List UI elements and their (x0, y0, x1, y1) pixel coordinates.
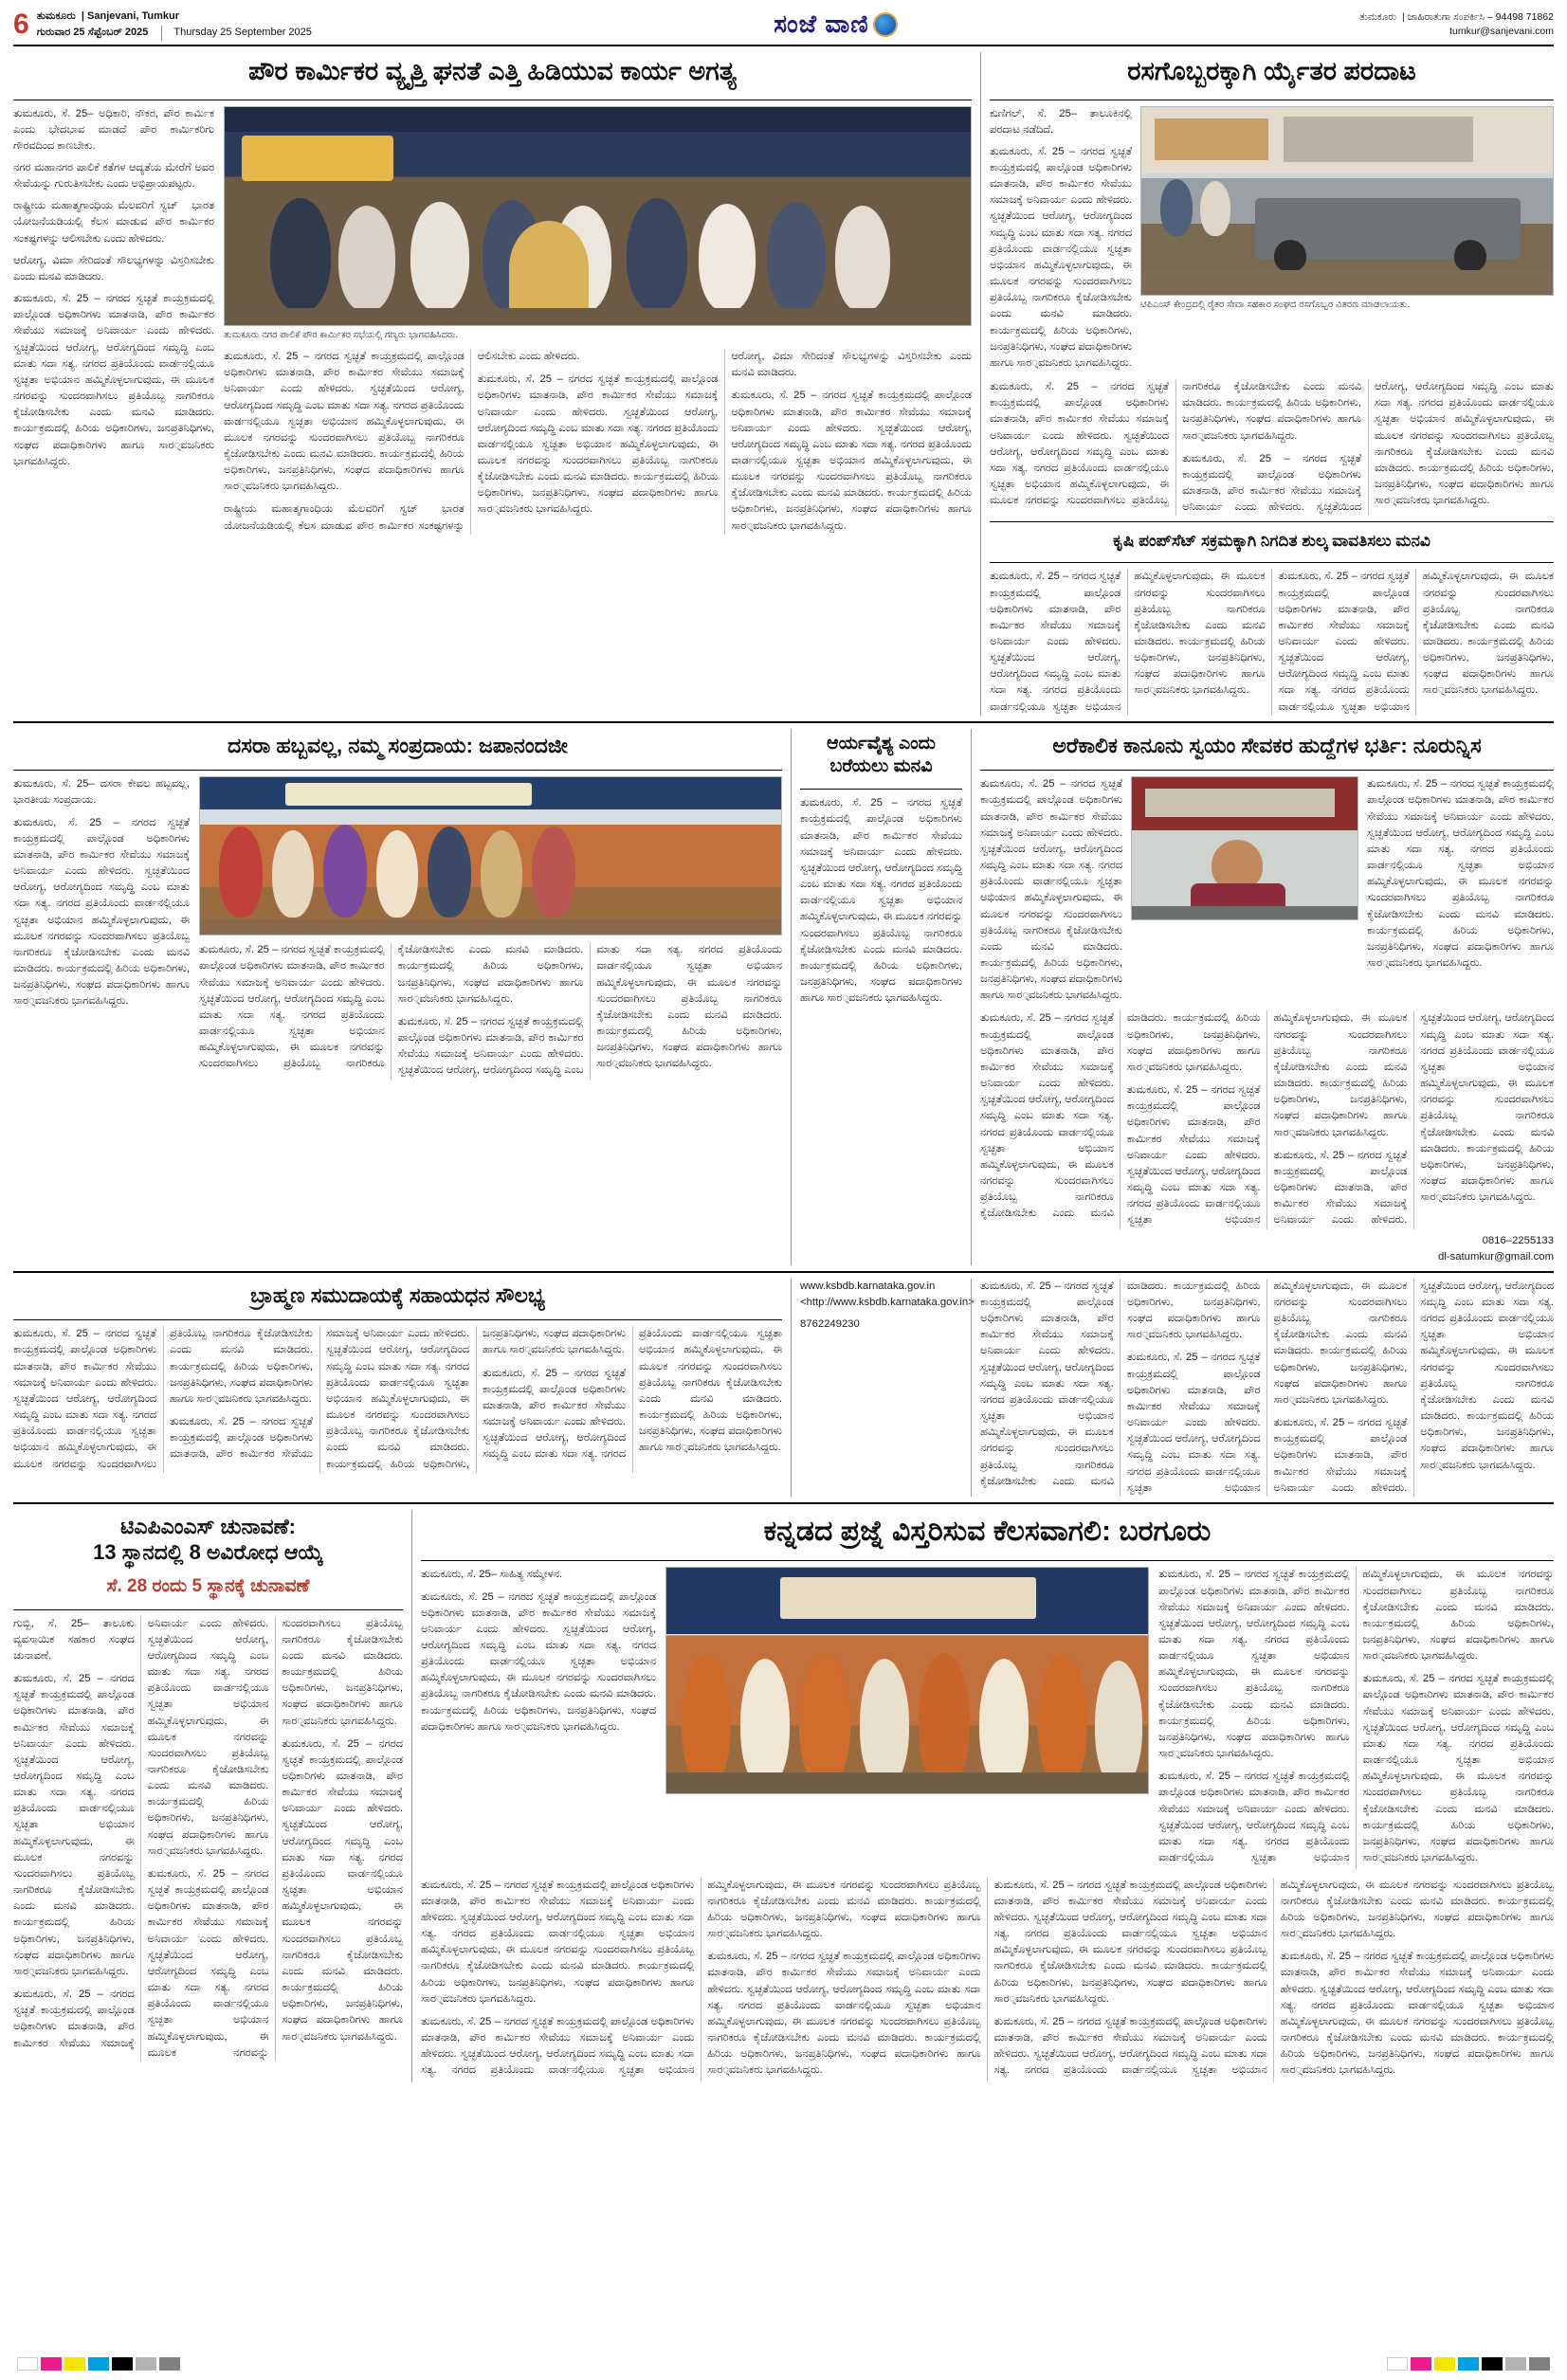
article-dasara (13, 729, 791, 1265)
a6-ov-p1: ತುಮಕೂರು, ಸೆ. 25 – ನಗರದ ಸ್ವಚ್ಛತೆ ಕಾಯ್ರಕ್ರಮದಲ್ಲಿ ಪಾಲ್ಗೊಂಡ ಅಧಿಕಾರಿಗಳು ಮಾತನಾಡಿ, ಪೌರ ಕಾರ್ಮಿಕರ ಸೇವೆಯು ಸಮಾಜಕ್ಕೆ ಅನಿವಾರ್ಯ ಎಂದು ಹೇಳಿದರು. ಸ್ವಚ್ಛತೆಯಿಂದ ಆರೋಗ್ಯ, ಆರೋಗ್ಯದಿಂದ ಸಮೃದ್ಧಿ ಎಂಬ ಮಾತು ಸದಾ ಸತ್ಯ. ನಗರದ ಪ್ರತಿಯೊಂದು ವಾರ್ಡನಲ್ಲಿಯೂ ಸ್ವಚ್ಛತಾ ಅಭಿಯಾನ ಹಮ್ಮಿಕೊಳ್ಳಲಾಗುವುದು, ಈ ಮೂಲಕ ನಗರವನ್ನು ಸುಂದರವಾಗಿಸಲು ಪ್ರತಿಯೊಬ್ಬ ನಾಗರಿಕರೂ ಕೈಜೋಡಿಸಬೇಕು ಎಂದು ಮನವಿ ಮಾಡಿದರು. ಕಾರ್ಯಕ್ರಮದಲ್ಲಿ ಹಿರಿಯ ಅಧಿಕಾರಿಗಳು, ಜನಪ್ರತಿನಿಧಿಗಳು, ಸಂಘದ ಪದಾಧಿಕಾರಿಗಳು ಹಾಗೂ ಸಾರ्ವಜನಿಕರು ಭಾಗವಹಿಸಿದ್ದರು. (1126, 1280, 1408, 1494)
a2-filler: ತುಮಕೂರು, ಸೆ. 25 – ನಗರದ ಸ್ವಚ್ಛತೆ ಕಾಯ್ರಕ್ರಮದಲ್ಲಿ ಪಾಲ್ಗೊಂಡ ಅಧಿಕಾರಿಗಳು ಮಾತನಾಡಿ, ಪೌರ ಕಾರ್ಮಿಕರ ಸೇವೆಯು ಸಮಾಜಕ್ಕೆ ಅನಿವಾರ್ಯ ಎಂದು ಹೇಳಿದರು. ಸ್ವಚ್ಛತೆಯಿಂದ ಆರೋಗ್ಯ, ಆರೋಗ್ಯದಿಂದ ಸಮೃದ್ಧಿ ಎಂಬ ಮಾತು ಸದಾ ಸತ್ಯ. ನಗರದ ಪ್ರತಿಯೊಂದು ವಾರ್ಡನಲ್ಲಿಯೂ ಸ್ವಚ್ಛತಾ ಅಭಿಯಾನ ಹಮ್ಮಿಕೊಳ್ಳಲಾಗುವುದು, ಈ ಮೂಲಕ ನಗರವನ್ನು ಸುಂದರವಾಗಿಸಲು ಪ್ರತಿಯೊಬ್ಬ ನಾಗರಿಕರೂ ಕೈಜೋಡಿಸಬೇಕು ಎಂದು ಮನವಿ ಮಾಡಿದರು. ಕಾರ್ಯಕ್ರಮದಲ್ಲಿ ಹಿರಿಯ ಅಧಿಕಾರಿಗಳು, ಜನಪ್ರತಿನಿಧಿಗಳು, ಸಂಘದ ಪದಾಧಿಕಾರಿಗಳು ಹಾಗೂ ಸಾರ्ವಜನಿಕರು ಭಾಗವಹಿಸಿದ್ದರು. (990, 145, 1132, 369)
a8-p3: ತುಮಕೂರು, ಸೆ. 25 – ನಗರದ ಸ್ವಚ್ಛತೆ ಕಾಯ್ರಕ್ರಮದಲ್ಲಿ ಪಾಲ್ಗೊಂಡ ಅಧಿಕಾರಿಗಳು ಮಾತನಾಡಿ, ಪೌರ ಕಾರ್ಮಿಕರ ಸೇವೆಯು ಸಮಾಜಕ್ಕೆ ಅನಿವಾರ್ಯ ಎಂದು ಹೇಳಿದರು. ಸ್ವಚ್ಛತೆಯಿಂದ ಆರೋಗ್ಯ, ಆರೋಗ್ಯದಿಂದ ಸಮೃದ್ಧಿ ಎಂಬ ಮಾತು ಸದಾ ಸತ್ಯ. ನಗರದ ಪ್ರತಿಯೊಂದು ವಾರ್ಡನಲ್ಲಿಯೂ ಸ್ವಚ್ಛತಾ ಅಭಿಯಾನ ಹಮ್ಮಿಕೊಳ್ಳಲಾಗುವುದು, ಈ ಮೂಲಕ ನಗರವನ್ನು ಸುಂದರವಾಗಿಸಲು ಪ್ರತಿಯೊಬ್ಬ ನಾಗರಿಕರೂ ಕೈಜೋಡಿಸಬೇಕು ಎಂದು ಮನವಿ ಮಾಡಿದರು. ಕಾರ್ಯಕ್ರಮದಲ್ಲಿ ಹಿರಿಯ ಅಧಿಕಾರಿಗಳು, ಜನಪ್ರತಿನಿಧಿಗಳು, ಸಂಘದ ಪದಾಧಿಕಾರಿಗಳು ಹಾಗೂ ಸಾರ्ವಜನಿಕರು ಭಾಗವಹಿಸಿದ್ದರು. (993, 1879, 1267, 2005)
edition-en: Sanjevani, Tumkur (87, 10, 180, 22)
masthead-contact: ತುಮಕೂರು | ಜಾಹಿರಾತುಗಾ ಸಂಪರ್ಕಿಸಿ – 94498 71862 tumkur@sanjevani.com (1359, 10, 1554, 41)
colorbar-left (17, 2357, 180, 2371)
a5-lead: ತುಮಕೂರು, ಸೆ. 25 – ನಗರದ ಸ್ವಚ್ಛತೆ ಕಾಯ್ರಕ್ರಮದಲ್ಲಿ ಪಾಲ್ಗೊಂಡ ಅಧಿಕಾರಿಗಳು ಮಾತನಾಡಿ, ಪೌರ ಕಾರ್ಮಿಕರ ಸೇವೆಯು ಸಮಾಜಕ್ಕೆ ಅನಿವಾರ್ಯ ಎಂದು ಹೇಳಿದರು. ಸ್ವಚ್ಛತೆಯಿಂದ ಆರೋಗ್ಯ, ಆರೋಗ್ಯದಿಂದ ಸಮೃದ್ಧಿ ಎಂಬ ಮಾತು ಸದಾ ಸತ್ಯ. ನಗರದ ಪ್ರತಿಯೊಂದು ವಾರ್ಡನಲ್ಲಿಯೂ ಸ್ವಚ್ಛತಾ ಅಭಿಯಾನ ಹಮ್ಮಿಕೊಳ್ಳಲಾಗುವುದು, ಈ ಮೂಲಕ ನಗರವನ್ನು ಸುಂದರವಾಗಿಸಲು ಪ್ರತಿಯೊಬ್ಬ ನಾಗರಿಕರೂ ಕೈಜೋಡಿಸಬೇಕು ಎಂದು ಮನವಿ ಮಾಡಿದರು. ಕಾರ್ಯಕ್ರಮದಲ್ಲಿ ಹಿರಿಯ ಅಧಿಕಾರಿಗಳು, ಜನಪ್ರತಿನಿಧಿಗಳು, ಸಂಘದ ಪದಾಧಿಕಾರಿಗಳು ಹಾಗೂ ಸಾರ्ವಜನಿಕರು ಭಾಗವಹಿಸಿದ್ದರು. (980, 778, 1122, 1002)
a4-body: ತುಮಕೂರು, ಸೆ. 25 – ನಗರದ ಸ್ವಚ್ಛತೆ ಕಾಯ್ರಕ್ರಮದಲ್ಲಿ ಪಾಲ್ಗೊಂಡ ಅಧಿಕಾರಿಗಳು ಮಾತನಾಡಿ, ಪೌರ ಕಾರ್ಮಿಕರ ಸೇವೆಯು ಸಮಾಜಕ್ಕೆ ಅನಿವಾರ್ಯ ಎಂದು ಹೇಳಿದರು. ಸ್ವಚ್ಛತೆಯಿಂದ ಆರೋಗ್ಯ, ಆರೋಗ್ಯದಿಂದ ಸಮೃದ್ಧಿ ಎಂಬ ಮಾತು ಸದಾ ಸತ್ಯ. ನಗರದ ಪ್ರತಿಯೊಂದು ವಾರ್ಡನಲ್ಲಿಯೂ ಸ್ವಚ್ಛತಾ ಅಭಿಯಾನ ಹಮ್ಮಿಕೊಳ್ಳಲಾಗುವುದು, ಈ ಮೂಲಕ ನಗರವನ್ನು ಸುಂದರವಾಗಿಸಲು ಪ್ರತಿಯೊಬ್ಬ ನಾಗರಿಕರೂ ಕೈಜೋಡಿಸಬೇಕು ಎಂದು ಮನವಿ ಮಾಡಿದರು. ಕಾರ್ಯಕ್ರಮದಲ್ಲಿ ಹಿರಿಯ ಅಧಿಕಾರಿಗಳು, ಜನಪ್ರತಿನಿಧಿಗಳು, ಸಂಘದ ಪದಾಧಿಕಾರಿಗಳು ಹಾಗೂ ಸಾರ्ವಜನಿಕರು ಭಾಗವಹಿಸಿದ್ದರು. (800, 797, 962, 1005)
a8-r-p1: ತುಮಕೂರು, ಸೆ. 25 – ನಗರದ ಸ್ವಚ್ಛತೆ ಕಾಯ್ರಕ್ರಮದಲ್ಲಿ ಪಾಲ್ಗೊಂಡ ಅಧಿಕಾರಿಗಳು ಮಾತನಾಡಿ, ಪೌರ ಕಾರ್ಮಿಕರ ಸೇವೆಯು ಸಮಾಜಕ್ಕೆ ಅನಿವಾರ್ಯ ಎಂದು ಹೇಳಿದರು. ಸ್ವಚ್ಛತೆಯಿಂದ ಆರೋಗ್ಯ, ಆರೋಗ್ಯದಿಂದ ಸಮೃದ್ಧಿ ಎಂಬ ಮಾತು ಸದಾ ಸತ್ಯ. ನಗರದ ಪ್ರತಿಯೊಂದು ವಾರ್ಡನಲ್ಲಿಯೂ ಸ್ವಚ್ಛತಾ ಅಭಿಯಾನ ಹಮ್ಮಿಕೊಳ್ಳಲಾಗುವುದು, ಈ ಮೂಲಕ ನಗರವನ್ನು ಸುಂದರವಾಗಿಸಲು ಪ್ರತಿಯೊಬ್ಬ ನಾಗರಿಕರೂ ಕೈಜೋಡಿಸಬೇಕು ಎಂದು ಮನವಿ ಮಾಡಿದರು. ಕಾರ್ಯಕ್ರಮದಲ್ಲಿ ಹಿರಿಯ ಅಧಿಕಾರಿಗಳು, ಜನಪ್ರತಿನಿಧಿಗಳು, ಸಂಘದ ಪದಾಧಿಕಾರಿಗಳು ಹಾಗೂ ಸಾರ्ವಜನಿಕರು ಭಾಗವಹಿಸಿದ್ದರು. (1158, 1569, 1554, 1863)
logo-text-left: ಸಂಜೆ ವಾಣಿ (774, 9, 869, 39)
headline-a1: ಪೌರ ಕಾರ್ಮಿಕರ ವ್ಯೃತ್ತಿ ಘನತೆ ಎತ್ತಿ ಹಿಡಿಯುವ ಕಾರ್ಯ ಅಗತ್ಯ (248, 56, 737, 85)
a2-sub-p0: ತುಮಕೂರು, ಸೆ. 25 – ನಗರದ ಸ್ವಚ್ಛತೆ ಕಾಯ್ರಕ್ರಮದಲ್ಲಿ ಪಾಲ್ಗೊಂಡ ಅಧಿಕಾರಿಗಳು ಮಾತನಾಡಿ, ಪೌರ ಕಾರ್ಮಿಕರ ಸೇವೆಯು ಸಮಾಜಕ್ಕೆ ಅನಿವಾರ್ಯ ಎಂದು ಹೇಳಿದರು. ಸ್ವಚ್ಛತೆಯಿಂದ ಆರೋಗ್ಯ, ಆರೋಗ್ಯದಿಂದ ಸಮೃದ್ಧಿ ಎಂಬ ಮಾತು ಸದಾ ಸತ್ಯ. ನಗರದ ಪ್ರತಿಯೊಂದು ವಾರ್ಡನಲ್ಲಿಯೂ ಸ್ವಚ್ಛತಾ ಅಭಿಯಾನ ಹಮ್ಮಿಕೊಳ್ಳಲಾಗುವುದು, ಈ ಮೂಲಕ ನಗರವನ್ನು ಸುಂದರವಾಗಿಸಲು ಪ್ರತಿಯೊಬ್ಬ ನಾಗರಿಕರೂ ಕೈಜೋಡಿಸಬೇಕು ಎಂದು ಮನವಿ ಮಾಡಿದರು. ಕಾರ್ಯಕ್ರಮದಲ್ಲಿ ಹಿರಿಯ ಅಧಿಕಾರಿಗಳು, ಜನಪ್ರತಿನಿಧಿಗಳು, ಸಂಘದ ಪದಾಧಿಕಾರಿಗಳು ಹಾಗೂ ಸಾರ्ವಜನಿಕರು ಭಾಗವಹಿಸಿದ್ದರು. (990, 571, 1266, 713)
a8-p4: ತುಮಕೂರು, ಸೆ. 25 – ನಗರದ ಸ್ವಚ್ಛತೆ ಕಾಯ್ರಕ್ರಮದಲ್ಲಿ ಪಾಲ್ಗೊಂಡ ಅಧಿಕಾರಿಗಳು ಮಾತನಾಡಿ, ಪೌರ ಕಾರ್ಮಿಕರ ಸೇವೆಯು ಸಮಾಜಕ್ಕೆ ಅನಿವಾರ್ಯ ಎಂದು ಹೇಳಿದರು. ಸ್ವಚ್ಛತೆಯಿಂದ ಆರೋಗ್ಯ, ಆರೋಗ್ಯದಿಂದ ಸಮೃದ್ಧಿ ಎಂಬ ಮಾತು ಸದಾ ಸತ್ಯ. ನಗರದ ಪ್ರತಿಯೊಂದು ವಾರ್ಡನಲ್ಲಿಯೂ ಸ್ವಚ್ಛತಾ ಅಭಿಯಾನ ಹಮ್ಮಿಕೊಳ್ಳಲಾಗುವುದು, ಈ ಮೂಲಕ ನಗರವನ್ನು ಸುಂದರವಾಗಿಸಲು ಪ್ರತಿಯೊಬ್ಬ ನಾಗರಿಕರೂ ಕೈಜೋಡಿಸಬೇಕು ಎಂದು ಮನವಿ ಮಾಡಿದರು. ಕಾರ್ಯಕ್ರಮದಲ್ಲಿ ಹಿರಿಯ ಅಧಿಕಾರಿಗಳು, ಜನಪ್ರತಿನಿಧಿಗಳು, ಸಂಘದ ಪದಾಧಿಕಾರಿಗಳು ಹಾಗೂ ಸಾರ्ವಜನಿಕರು ಭಾಗವಹಿಸಿದ್ದರು. (993, 1879, 1554, 2077)
a7-body-cols (13, 1616, 403, 2062)
headline-a6: ಬ್ರಾಹ್ಮಣ ಸಮುದಾಯಕ್ಕೆ ಸಹಾಯಧನ ಸೌಲಭ್ಯ (250, 1282, 545, 1307)
subheadline-a7: ಸೆ. 28 ರಂದು 5 ಸ್ಥಾನಕ್ಕೆ ಚುನಾವಣೆ (106, 1575, 310, 1596)
a8-p0: ತುಮಕೂರು, ಸೆ. 25 – ನಗರದ ಸ್ವಚ್ಛತೆ ಕಾಯ್ರಕ್ರಮದಲ್ಲಿ ಪಾಲ್ಗೊಂಡ ಅಧಿಕಾರಿಗಳು ಮಾತನಾಡಿ, ಪೌರ ಕಾರ್ಮಿಕರ ಸೇವೆಯು ಸಮಾಜಕ್ಕೆ ಅನಿವಾರ್ಯ ಎಂದು ಹೇಳಿದರು. ಸ್ವಚ್ಛತೆಯಿಂದ ಆರೋಗ್ಯ, ಆರೋಗ್ಯದಿಂದ ಸಮೃದ್ಧಿ ಎಂಬ ಮಾತು ಸದಾ ಸತ್ಯ. ನಗರದ ಪ್ರತಿಯೊಂದು ವಾರ್ಡನಲ್ಲಿಯೂ ಸ್ವಚ್ಛತಾ ಅಭಿಯಾನ ಹಮ್ಮಿಕೊಳ್ಳಲಾಗುವುದು, ಈ ಮೂಲಕ ನಗರವನ್ನು ಸುಂದರವಾಗಿಸಲು ಪ್ರತಿಯೊಬ್ಬ ನಾಗರಿಕರೂ ಕೈಜೋಡಿಸಬೇಕು ಎಂದು ಮನವಿ ಮಾಡಿದರು. ಕಾರ್ಯಕ್ರಮದಲ್ಲಿ ಹಿರಿಯ ಅಧಿಕಾರಿಗಳು, ಜನಪ್ರತಿನಿಧಿಗಳು, ಸಂಘದ ಪದಾಧಿಕಾರಿಗಳು ಹಾಗೂ ಸಾರ्ವಜನಿಕರು ಭಾಗವಹಿಸಿದ್ದರು. (421, 1879, 695, 2005)
a6-ov-p0: ತುಮಕೂರು, ಸೆ. 25 – ನಗರದ ಸ್ವಚ್ಛತೆ ಕಾಯ್ರಕ್ರಮದಲ್ಲಿ ಪಾಲ್ಗೊಂಡ ಅಧಿಕಾರಿಗಳು ಮಾತನಾಡಿ, ಪೌರ ಕಾರ್ಮಿಕರ ಸೇವೆಯು ಸಮಾಜಕ್ಕೆ ಅನಿವಾರ್ಯ ಎಂದು ಹೇಳಿದರು. ಸ್ವಚ್ಛತೆಯಿಂದ ಆರೋಗ್ಯ, ಆರೋಗ್ಯದಿಂದ ಸಮೃದ್ಧಿ ಎಂಬ ಮಾತು ಸದಾ ಸತ್ಯ. ನಗರದ ಪ್ರತಿಯೊಂದು ವಾರ್ಡನಲ್ಲಿಯೂ ಸ್ವಚ್ಛತಾ ಅಭಿಯಾನ ಹಮ್ಮಿಕೊಳ್ಳಲಾಗುವುದು, ಈ ಮೂಲಕ ನಗರವನ್ನು ಸುಂದರವಾಗಿಸಲು ಪ್ರತಿಯೊಬ್ಬ ನಾಗರಿಕರೂ ಕೈಜೋಡಿಸಬೇಕು ಎಂದು ಮನವಿ ಮಾಡಿದರು. ಕಾರ್ಯಕ್ರಮದಲ್ಲಿ ಹಿರಿಯ ಅಧಿಕಾರಿಗಳು, ಜನಪ್ರತಿನಿಧಿಗಳು, ಸಂಘದ ಪದಾಧಿಕಾರಿಗಳು ಹಾಗೂ ಸಾರ्ವಜನಿಕರು ಭಾಗವಹಿಸಿದ್ದರು. (980, 1280, 1261, 1487)
a6-ov-p2: ತುಮಕೂರು, ಸೆ. 25 – ನಗರದ ಸ್ವಚ್ಛತೆ ಕಾಯ್ರಕ್ರಮದಲ್ಲಿ ಪಾಲ್ಗೊಂಡ ಅಧಿಕಾರಿಗಳು ಮಾತನಾಡಿ, ಪೌರ ಕಾರ್ಮಿಕರ ಸೇವೆಯು ಸಮಾಜಕ್ಕೆ ಅನಿವಾರ್ಯ ಎಂದು ಹೇಳಿದರು. ಸ್ವಚ್ಛತೆಯಿಂದ ಆರೋಗ್ಯ, ಆರೋಗ್ಯದಿಂದ ಸಮೃದ್ಧಿ ಎಂಬ ಮಾತು ಸದಾ ಸತ್ಯ. ನಗರದ ಪ್ರತಿಯೊಂದು ವಾರ್ಡನಲ್ಲಿಯೂ ಸ್ವಚ್ಛತಾ ಅಭಿಯಾನ ಹಮ್ಮಿಕೊಳ್ಳಲಾಗುವುದು, ಈ ಮೂಲಕ ನಗರವನ್ನು ಸುಂದರವಾಗಿಸಲು ಪ್ರತಿಯೊಬ್ಬ ನಾಗರಿಕರೂ ಕೈಜೋಡಿಸಬೇಕು ಎಂದು ಮನವಿ ಮಾಡಿದರು. ಕಾರ್ಯಕ್ರಮದಲ್ಲಿ ಹಿರಿಯ ಅಧಿಕಾರಿಗಳು, ಜನಪ್ರತಿನಿಧಿಗಳು, ಸಂಘದ ಪದಾಧಿಕಾರಿಗಳು ಹಾಗೂ ಸಾರ्ವಜನಿಕರು ಭಾಗವಹಿಸಿದ್ದರು. (1273, 1280, 1554, 1494)
contact-city: ತುಮಕೂರು (1358, 10, 1397, 23)
photo-a8 (665, 1567, 1149, 1794)
row-brahmana (13, 1279, 1554, 1497)
article-tapcms (13, 1510, 411, 2082)
headline-a8: ಕನ್ನಡದ ಪ್ರಜ್ನೆ ವಿಸ್ತರಿಸುವ ಕೆಲಸವಾಗಲಿ: ಬರಗೂರು (763, 1515, 1212, 1547)
colorbar-right (1387, 2357, 1550, 2371)
photo-a3 (199, 776, 782, 936)
headline-a4: ಆರ್ಯವೈಶ್ಯ ಎಂದು ಬರೆಯಲು ಮನವಿ (827, 733, 936, 776)
date-kn: ಗುರುವಾರ 25 ಸೆಪ್ಟೆಂಬರ್ 2025 (36, 27, 149, 39)
a3-col-p0: ತುಮಕೂರು, ಸೆ. 25 – ನಗರದ ಸ್ವಚ್ಛತೆ ಕಾಯ್ರಕ್ರಮದಲ್ಲಿ ಪಾಲ್ಗೊಂಡ ಅಧಿಕಾರಿಗಳು ಮಾತನಾಡಿ, ಪೌರ ಕಾರ್ಮಿಕರ ಸೇವೆಯು ಸಮಾಜಕ್ಕೆ ಅನಿವಾರ್ಯ ಎಂದು ಹೇಳಿದರು. ಸ್ವಚ್ಛತೆಯಿಂದ ಆರೋಗ್ಯ, ಆರೋಗ್ಯದಿಂದ ಸಮೃದ್ಧಿ ಎಂಬ ಮಾತು ಸದಾ ಸತ್ಯ. ನಗರದ ಪ್ರತಿಯೊಂದು ವಾರ್ಡನಲ್ಲಿಯೂ ಸ್ವಚ್ಛತಾ ಅಭಿಯಾನ ಹಮ್ಮಿಕೊಳ್ಳಲಾಗುವುದು, ಈ ಮೂಲಕ ನಗರವನ್ನು ಸುಂದರವಾಗಿಸಲು ಪ್ರತಿಯೊಬ್ಬ ನಾಗರಿಕರೂ ಕೈಜೋಡಿಸಬೇಕು ಎಂದು ಮನವಿ ಮಾಡಿದರು. ಕಾರ್ಯಕ್ರಮದಲ್ಲಿ ಹಿರಿಯ ಅಧಿಕಾರಿಗಳು, ಜನಪ್ರತಿನಿಧಿಗಳು, ಸಂಘದ ಪದಾಧಿಕಾರಿಗಳು ಹಾಗೂ ಸಾರ्ವಜನಿಕರು ಭಾಗವಹಿಸಿದ್ದರು. (199, 944, 584, 1070)
edition-kn: ತುಮಕೂರು (36, 10, 76, 22)
headline-a3: ದಸರಾ ಹಬ್ಬವಲ್ಲ, ನಮ್ಮ ಸಂಪ್ರದಾಯ: ಜಪಾನಂದಜೀ (228, 733, 568, 757)
headline-a7-l1: ಟಿಎಪಿಎಂಎಸ್ ಚುನಾವಣೆ: (120, 1514, 296, 1538)
caption-a2: ಟಿಪಿಎಂಸ್ ಕೇಂದ್ರದಲ್ಲಿ ರೈತರ ಸೇವಾ ಸಹಕಾರ ಸಂಘದ ರಸಗೊಬ್ಬರ ವಿತರಣ ಮಾಡಲಾಯತು. (1140, 299, 1411, 310)
article-rasagobbara (980, 52, 1554, 716)
a2-col-p0: ತುಮಕೂರು, ಸೆ. 25 – ನಗರದ ಸ್ವಚ್ಛತೆ ಕಾಯ್ರಕ್ರಮದಲ್ಲಿ ಪಾಲ್ಗೊಂಡ ಅಧಿಕಾರಿಗಳು ಮಾತನಾಡಿ, ಪೌರ ಕಾರ್ಮಿಕರ ಸೇವೆಯು ಸಮಾಜಕ್ಕೆ ಅನಿವಾರ್ಯ ಎಂದು ಹೇಳಿದರು. ಸ್ವಚ್ಛತೆಯಿಂದ ಆರೋಗ್ಯ, ಆರೋಗ್ಯದಿಂದ ಸಮೃದ್ಧಿ ಎಂಬ ಮಾತು ಸದಾ ಸತ್ಯ. ನಗರದ ಪ್ರತಿಯೊಂದು ವಾರ್ಡನಲ್ಲಿಯೂ ಸ್ವಚ್ಛತಾ ಅಭಿಯಾನ ಹಮ್ಮಿಕೊಳ್ಳಲಾಗುವುದು, ಈ ಮೂಲಕ ನಗರವನ್ನು ಸುಂದರವಾಗಿಸಲು ಪ್ರತಿಯೊಬ್ಬ ನಾಗರಿಕರೂ ಕೈಜೋಡಿಸಬೇಕು ಎಂದು ಮನವಿ ಮಾಡಿದರು. ಕಾರ್ಯಕ್ರಮದಲ್ಲಿ ಹಿರಿಯ ಅಧಿಕಾರಿಗಳು, ಜನಪ್ರತಿನಿಧಿಗಳು, ಸಂಘದ ಪದಾಧಿಕಾರಿಗಳು ಹಾಗೂ ಸಾರ्ವಜನಿಕರು ಭಾಗವಹಿಸಿದ್ದರು. (990, 381, 1361, 507)
a8-lead: ತುಮಕೂರು, ಸೆ. 25– ಸಾಹಿತ್ಯ ಸಮ್ಮೇಳನ. (421, 1569, 563, 1581)
a6-website-full[interactable]: <http://www.ksbdb.karnataka.gov.in> (800, 1296, 975, 1308)
a8-p5: ತುಮಕೂರು, ಸೆ. 25 – ನಗರದ ಸ್ವಚ್ಛತೆ ಕಾಯ್ರಕ್ರಮದಲ್ಲಿ ಪಾಲ್ಗೊಂಡ ಅಧಿಕಾರಿಗಳು ಮಾತನಾಡಿ, ಪೌರ ಕಾರ್ಮಿಕರ ಸೇವೆಯು ಸಮಾಜಕ್ಕೆ ಅನಿವಾರ್ಯ ಎಂದು ಹೇಳಿದರು. ಸ್ವಚ್ಛತೆಯಿಂದ ಆರೋಗ್ಯ, ಆರೋಗ್ಯದಿಂದ ಸಮೃದ್ಧಿ ಎಂಬ ಮಾತು ಸದಾ ಸತ್ಯ. ನಗರದ ಪ್ರತಿಯೊಂದು ವಾರ್ಡನಲ್ಲಿಯೂ ಸ್ವಚ್ಛತಾ ಅಭಿಯಾನ ಹಮ್ಮಿಕೊಳ್ಳಲಾಗುವುದು, ಈ ಮೂಲಕ ನಗರವನ್ನು ಸುಂದರವಾಗಿಸಲು ಪ್ರತಿಯೊಬ್ಬ ನಾಗರಿಕರೂ ಕೈಜೋಡಿಸಬೇಕು ಎಂದು ಮನವಿ ಮಾಡಿದರು. ಕಾರ್ಯಕ್ರಮದಲ್ಲಿ ಹಿರಿಯ ಅಧಿಕಾರಿಗಳು, ಜನಪ್ರತಿನಿಧಿಗಳು, ಸಂಘದ ಪದಾಧಿಕಾರಿಗಳು ಹಾಗೂ ಸಾರ्ವಜನಿಕರು ಭಾಗವಹಿಸಿದ್ದರು. (1280, 1951, 1554, 2077)
a6-body-cols (13, 1326, 782, 1472)
a8-r-p0: ತುಮಕೂರು, ಸೆ. 25 – ನಗರದ ಸ್ವಚ್ಛತೆ ಕಾಯ್ರಕ್ರಮದಲ್ಲಿ ಪಾಲ್ಗೊಂಡ ಅಧಿಕಾರಿಗಳು ಮಾತನಾಡಿ, ಪೌರ ಕಾರ್ಮಿಕರ ಸೇವೆಯು ಸಮಾಜಕ್ಕೆ ಅನಿವಾರ್ಯ ಎಂದು ಹೇಳಿದರು. ಸ್ವಚ್ಛತೆಯಿಂದ ಆರೋಗ್ಯ, ಆರೋಗ್ಯದಿಂದ ಸಮೃದ್ಧಿ ಎಂಬ ಮಾತು ಸದಾ ಸತ್ಯ. ನಗರದ ಪ್ರತಿಯೊಂದು ವಾರ್ಡನಲ್ಲಿಯೂ ಸ್ವಚ್ಛತಾ ಅಭಿಯಾನ ಹಮ್ಮಿಕೊಳ್ಳಲಾಗುವುದು, ಈ ಮೂಲಕ ನಗರವನ್ನು ಸುಂದರವಾಗಿಸಲು ಪ್ರತಿಯೊಬ್ಬ ನಾಗರಿಕರೂ ಕೈಜೋಡಿಸಬೇಕು ಎಂದು ಮನವಿ ಮಾಡಿದರು. ಕಾರ್ಯಕ್ರಮದಲ್ಲಿ ಹಿರಿಯ ಅಧಿಕಾರಿಗಳು, ಜನಪ್ರತಿನಿಧಿಗಳು, ಸಂಘದ ಪದಾಧಿಕಾರಿಗಳು ಹಾಗೂ ಸಾರ्ವಜನಿಕರು ಭಾಗವಹಿಸಿದ್ದರು. (1158, 1569, 1350, 1760)
a5-col-p0: ತುಮಕೂರು, ಸೆ. 25 – ನಗರದ ಸ್ವಚ್ಛತೆ ಕಾಯ್ರಕ್ರಮದಲ್ಲಿ ಪಾಲ್ಗೊಂಡ ಅಧಿಕಾರಿಗಳು ಮಾತನಾಡಿ, ಪೌರ ಕಾರ್ಮಿಕರ ಸೇವೆಯು ಸಮಾಜಕ್ಕೆ ಅನಿವಾರ್ಯ ಎಂದು ಹೇಳಿದರು. ಸ್ವಚ್ಛತೆಯಿಂದ ಆರೋಗ್ಯ, ಆರೋಗ್ಯದಿಂದ ಸಮೃದ್ಧಿ ಎಂಬ ಮಾತು ಸದಾ ಸತ್ಯ. ನಗರದ ಪ್ರತಿಯೊಂದು ವಾರ್ಡನಲ್ಲಿಯೂ ಸ್ವಚ್ಛತಾ ಅಭಿಯಾನ ಹಮ್ಮಿಕೊಳ್ಳಲಾಗುವುದು, ಈ ಮೂಲಕ ನಗರವನ್ನು ಸುಂದರವಾಗಿಸಲು ಪ್ರತಿಯೊಬ್ಬ ನಾಗರಿಕರೂ ಕೈಜೋಡಿಸಬೇಕು ಎಂದು ಮನವಿ ಮಾಡಿದರು. ಕಾರ್ಯಕ್ರಮದಲ್ಲಿ ಹಿರಿಯ ಅಧಿಕಾರಿಗಳು, ಜನಪ್ರತಿನಿಧಿಗಳು, ಸಂಘದ ಪದಾಧಿಕಾರಿಗಳು ಹಾಗೂ ಸಾರ्ವಜನಿಕರು ಭಾಗವಹಿಸಿದ್ದರು. (980, 1012, 1261, 1220)
a3-filler: ತುಮಕೂರು, ಸೆ. 25 – ನಗರದ ಸ್ವಚ್ಛತೆ ಕಾಯ್ರಕ್ರಮದಲ್ಲಿ ಪಾಲ್ಗೊಂಡ ಅಧಿಕಾರಿಗಳು ಮಾತನಾಡಿ, ಪೌರ ಕಾರ್ಮಿಕರ ಸೇವೆಯು ಸಮಾಜಕ್ಕೆ ಅನಿವಾರ್ಯ ಎಂದು ಹೇಳಿದರು. ಸ್ವಚ್ಛತೆಯಿಂದ ಆರೋಗ್ಯ, ಆರೋಗ್ಯದಿಂದ ಸಮೃದ್ಧಿ ಎಂಬ ಮಾತು ಸದಾ ಸತ್ಯ. ನಗರದ ಪ್ರತಿಯೊಂದು ವಾರ್ಡನಲ್ಲಿಯೂ ಸ್ವಚ್ಛತಾ ಅಭಿಯಾನ ಹಮ್ಮಿಕೊಳ್ಳಲಾಗುವುದು, ಈ ಮೂಲಕ ನಗರವನ್ನು ಸುಂದರವಾಗಿಸಲು ಪ್ರತಿಯೊಬ್ಬ ನಾಗರಿಕರೂ ಕೈಜೋಡಿಸಬೇಕು ಎಂದು ಮನವಿ ಮಾಡಿದರು. ಕಾರ್ಯಕ್ರಮದಲ್ಲಿ ಹಿರಿಯ ಅಧಿಕಾರಿಗಳು, ಜನಪ್ರತಿನಿಧಿಗಳು, ಸಂಘದ ಪದಾಧಿಕಾರಿಗಳು ಹಾಗೂ ಸಾರ्ವಜನಿಕರು ಭಾಗವಹಿಸಿದ್ದರು. (13, 816, 190, 1008)
a3-lead: ತುಮಕೂರು, ಸೆ. 25– ದಸರಾ ಕೇವಲ ಹಬ್ಬವಲ್ಲ, ಭಾರತೀಯ ಸಂಪ್ರದಾಯ. (13, 778, 190, 807)
a7-p0: ತುಮಕೂರು, ಸೆ. 25 – ನಗರದ ಸ್ವಚ್ಛತೆ ಕಾಯ್ರಕ್ರಮದಲ್ಲಿ ಪಾಲ್ಗೊಂಡ ಅಧಿಕಾರಿಗಳು ಮಾತನಾಡಿ, ಪೌರ ಕಾರ್ಮಿಕರ ಸೇವೆಯು ಸಮಾಜಕ್ಕೆ ಅನಿವಾರ್ಯ ಎಂದು ಹೇಳಿದರು. ಸ್ವಚ್ಛತೆಯಿಂದ ಆರೋಗ್ಯ, ಆರೋಗ್ಯದಿಂದ ಸಮೃದ್ಧಿ ಎಂಬ ಮಾತು ಸದಾ ಸತ್ಯ. ನಗರದ ಪ್ರತಿಯೊಂದು ವಾರ್ಡನಲ್ಲಿಯೂ ಸ್ವಚ್ಛತಾ ಅಭಿಯಾನ ಹಮ್ಮಿಕೊಳ್ಳಲಾಗುವುದು, ಈ ಮೂಲಕ ನಗರವನ್ನು ಸುಂದರವಾಗಿಸಲು ಪ್ರತಿಯೊಬ್ಬ ನಾಗರಿಕರೂ ಕೈಜೋಡಿಸಬೇಕು ಎಂದು ಮನವಿ ಮಾಡಿದರು. ಕಾರ್ಯಕ್ರಮದಲ್ಲಿ ಹಿರಿಯ ಅಧಿಕಾರಿಗಳು, ಜನಪ್ರತಿನಿಧಿಗಳು, ಸಂಘದ ಪದಾಧಿಕಾರಿಗಳು ಹಾಗೂ ಸಾರ्ವಜನಿಕರು ಭಾಗವಹಿಸಿದ್ದರು. (13, 1673, 135, 1977)
a6-col-p2: ತುಮಕೂರು, ಸೆ. 25 – ನಗರದ ಸ್ವಚ್ಛತೆ ಕಾಯ್ರಕ್ರಮದಲ್ಲಿ ಪಾಲ್ಗೊಂಡ ಅಧಿಕಾರಿಗಳು ಮಾತನಾಡಿ, ಪೌರ ಕಾರ್ಮಿಕರ ಸೇವೆಯು ಸಮಾಜಕ್ಕೆ ಅನಿವಾರ್ಯ ಎಂದು ಹೇಳಿದರು. ಸ್ವಚ್ಛತೆಯಿಂದ ಆರೋಗ್ಯ, ಆರೋಗ್ಯದಿಂದ ಸಮೃದ್ಧಿ ಎಂಬ ಮಾತು ಸದಾ ಸತ್ಯ. ನಗರದ ಪ್ರತಿಯೊಂದು ವಾರ್ಡನಲ್ಲಿಯೂ ಸ್ವಚ್ಛತಾ ಅಭಿಯಾನ ಹಮ್ಮಿಕೊಳ್ಳಲಾಗುವುದು, ಈ ಮೂಲಕ ನಗರವನ್ನು ಸುಂದರವಾಗಿಸಲು ಪ್ರತಿಯೊಬ್ಬ ನಾಗರಿಕರೂ ಕೈಜೋಡಿಸಬೇಕು ಎಂದು ಮನವಿ ಮಾಡಿದರು. ಕಾರ್ಯಕ್ರಮದಲ್ಲಿ ಹಿರಿಯ ಅಧಿಕಾರಿಗಳು, ಜನಪ್ರತಿನಿಧಿಗಳು, ಸಂಘದ ಪದಾಧಿಕಾರಿಗಳು ಹಾಗೂ ಸಾರ्ವಜನಿಕರು ಭಾಗವಹಿಸಿದ್ದರು. (483, 1328, 782, 1461)
article-poura-karmika (13, 52, 980, 716)
contact-email: tumkur@sanjevani.com (1449, 26, 1554, 38)
article-baraguru (411, 1510, 1554, 2082)
page-number: 6 (13, 9, 29, 41)
headline-a7-l2: 13 ಸ್ಥಾನದಲ್ಲಿ 8 ಅವಿರೋಧ ಆಯ್ಕೆ (93, 1540, 323, 1565)
a2-sub-p1: ತುಮಕೂರು, ಸೆ. 25 – ನಗರದ ಸ್ವಚ್ಛತೆ ಕಾಯ್ರಕ್ರಮದಲ್ಲಿ ಪಾಲ್ಗೊಂಡ ಅಧಿಕಾರಿಗಳು ಮಾತನಾಡಿ, ಪೌರ ಕಾರ್ಮಿಕರ ಸೇವೆಯು ಸಮಾಜಕ್ಕೆ ಅನಿವಾರ್ಯ ಎಂದು ಹೇಳಿದರು. ಸ್ವಚ್ಛತೆಯಿಂದ ಆರೋಗ್ಯ, ಆರೋಗ್ಯದಿಂದ ಸಮೃದ್ಧಿ ಎಂಬ ಮಾತು ಸದಾ ಸತ್ಯ. ನಗರದ ಪ್ರತಿಯೊಂದು ವಾರ್ಡನಲ್ಲಿಯೂ ಸ್ವಚ್ಛತಾ ಅಭಿಯಾನ ಹಮ್ಮಿಕೊಳ್ಳಲಾಗುವುದು, ಈ ಮೂಲಕ ನಗರವನ್ನು ಸುಂದರವಾಗಿಸಲು ಪ್ರತಿಯೊಬ್ಬ ನಾಗರಿಕರೂ ಕೈಜೋಡಿಸಬೇಕು ಎಂದು ಮನವಿ ಮಾಡಿದರು. ಕಾರ್ಯಕ್ರಮದಲ್ಲಿ ಹಿರಿಯ ಅಧಿಕಾರಿಗಳು, ಜನಪ್ರತಿನಿಧಿಗಳು, ಸಂಘದ ಪದಾಧಿಕಾರಿಗಳು ಹಾಗೂ ಸಾರ्ವಜನಿಕರು ಭಾಗವಹಿಸಿದ್ದರು. (1278, 571, 1554, 713)
masthead-edition: ತುಮಕೂರು | Sanjevani, Tumkur ಗುರುವಾರ 25 ಸೆಪ್ಟೆಂಬರ್ 2025 Thursday 25 September 2025 (37, 9, 312, 41)
a5-col-right: ತುಮಕೂರು, ಸೆ. 25 – ನಗರದ ಸ್ವಚ್ಛತೆ ಕಾಯ್ರಕ್ರಮದಲ್ಲಿ ಪಾಲ್ಗೊಂಡ ಅಧಿಕಾರಿಗಳು ಮಾತನಾಡಿ, ಪೌರ ಕಾರ್ಮಿಕರ ಸೇವೆಯು ಸಮಾಜಕ್ಕೆ ಅನಿವಾರ್ಯ ಎಂದು ಹೇಳಿದರು. ಸ್ವಚ್ಛತೆಯಿಂದ ಆರೋಗ್ಯ, ಆರೋಗ್ಯದಿಂದ ಸಮೃದ್ಧಿ ಎಂಬ ಮಾತು ಸದಾ ಸತ್ಯ. ನಗರದ ಪ್ರತಿಯೊಂದು ವಾರ್ಡನಲ್ಲಿಯೂ ಸ್ವಚ್ಛತಾ ಅಭಿಯಾನ ಹಮ್ಮಿಕೊಳ್ಳಲಾಗುವುದು, ಈ ಮೂಲಕ ನಗರವನ್ನು ಸುಂದರವಾಗಿಸಲು ಪ್ರತಿಯೊಬ್ಬ ನಾಗರಿಕರೂ ಕೈಜೋಡಿಸಬೇಕು ಎಂದು ಮನವಿ ಮಾಡಿದರು. ಕಾರ್ಯಕ್ರಮದಲ್ಲಿ ಹಿರಿಯ ಅಧಿಕಾರಿಗಳು, ಜನಪ್ರತಿನಿಧಿಗಳು, ಸಂಘದ ಪದಾಧಿಕಾರಿಗಳು ಹಾಗೂ ಸಾರ्ವಜನಿಕರು ಭಾಗವಹಿಸಿದ್ದರು. (1367, 778, 1554, 969)
a6-col-p1: ತುಮಕೂರು, ಸೆ. 25 – ನಗರದ ಸ್ವಚ್ಛತೆ ಕಾಯ್ರಕ್ರಮದಲ್ಲಿ ಪಾಲ್ಗೊಂಡ ಅಧಿಕಾರಿಗಳು ಮಾತನಾಡಿ, ಪೌರ ಕಾರ್ಮಿಕರ ಸೇವೆಯು ಸಮಾಜಕ್ಕೆ ಅನಿವಾರ್ಯ ಎಂದು ಹೇಳಿದರು. ಸ್ವಚ್ಛತೆಯಿಂದ ಆರೋಗ್ಯ, ಆರೋಗ್ಯದಿಂದ ಸಮೃದ್ಧಿ ಎಂಬ ಮಾತು ಸದಾ ಸತ್ಯ. ನಗರದ ಪ್ರತಿಯೊಂದು ವಾರ್ಡನಲ್ಲಿಯೂ ಸ್ವಚ್ಛತಾ ಅಭಿಯಾನ ಹಮ್ಮಿಕೊಳ್ಳಲಾಗುವುದು, ಈ ಮೂಲಕ ನಗರವನ್ನು ಸುಂದರವಾಗಿಸಲು ಪ್ರತಿಯೊಬ್ಬ ನಾಗರಿಕರೂ ಕೈಜೋಡಿಸಬೇಕು ಎಂದು ಮನವಿ ಮಾಡಿದರು. ಕಾರ್ಯಕ್ರಮದಲ್ಲಿ ಹಿರಿಯ ಅಧಿಕಾರಿಗಳು, ಜನಪ್ರತಿನಿಧಿಗಳು, ಸಂಘದ ಪದಾಧಿಕಾರಿಗಳು ಹಾಗೂ ಸಾರ्ವಜನಿಕರು ಭಾಗವಹಿಸಿದ್ದರು. (170, 1328, 626, 1470)
a7-p1: ತುಮಕೂರು, ಸೆ. 25 – ನಗರದ ಸ್ವಚ್ಛತೆ ಕಾಯ್ರಕ್ರಮದಲ್ಲಿ ಪಾಲ್ಗೊಂಡ ಅಧಿಕಾರಿಗಳು ಮಾತನಾಡಿ, ಪೌರ ಕಾರ್ಮಿಕರ ಸೇವೆಯು ಸಮಾಜಕ್ಕೆ ಅನಿವಾರ್ಯ ಎಂದು ಹೇಳಿದರು. ಸ್ವಚ್ಛತೆಯಿಂದ ಆರೋಗ್ಯ, ಆರೋಗ್ಯದಿಂದ ಸಮೃದ್ಧಿ ಎಂಬ ಮಾತು ಸದಾ ಸತ್ಯ. ನಗರದ ಪ್ರತಿಯೊಂದು ವಾರ್ಡನಲ್ಲಿಯೂ ಸ್ವಚ್ಛತಾ ಅಭಿಯಾನ ಹಮ್ಮಿಕೊಳ್ಳಲಾಗುವುದು, ಈ ಮೂಲಕ ನಗರವನ್ನು ಸುಂದರವಾಗಿಸಲು ಪ್ರತಿಯೊಬ್ಬ ನಾಗರಿಕರೂ ಕೈಜೋಡಿಸಬೇಕು ಎಂದು ಮನವಿ ಮಾಡಿದರು. ಕಾರ್ಯಕ್ರಮದಲ್ಲಿ ಹಿರಿಯ ಅಧಿಕಾರಿಗಳು, ಜನಪ್ರತಿನಿಧಿಗಳು, ಸಂಘದ ಪದಾಧಿಕಾರಿಗಳು ಹಾಗೂ ಸಾರ्ವಜನಿಕರು ಭಾಗವಹಿಸಿದ್ದರು. (13, 1617, 269, 2049)
date-en: Thursday 25 September 2025 (161, 26, 312, 40)
a2-sub-body (990, 569, 1554, 715)
headline-a2: ರಸಗೊಬ್ಬರಕ್ಕಾಗಿ ರ್ಯೈತರ ಪರದಾಟ (1127, 56, 1416, 85)
a1-col-p1: ರಾಷ್ಟ್ರೀಯ ಮಹಾತ್ಮಗಾಂಧಿಯ ಮೆಲವರಿಗೆ ಸ್ವಚ್ ಭಾರತ ಯೋಜನೆಯಡಿಯಲ್ಲಿ ಕೆಲಸ ಮಾಡುವ ಪೌರ ಕಾರ್ಮಿಕರ ಸಂಕಷ್ಟಗಳನ್ನು ಆಲಿಸಬೇಕು ಎಂದು ಹೇಳಿದರು. (224, 351, 580, 532)
photo-a2 (1140, 106, 1554, 296)
a1-filler-a: ತುಮಕೂರು, ಸೆ. 25 – ನಗರದ ಸ್ವಚ್ಛತೆ ಕಾಯ್ರಕ್ರಮದಲ್ಲಿ ಪಾಲ್ಗೊಂಡ ಅಧಿಕಾರಿಗಳು ಮಾತನಾಡಿ, ಪೌರ ಕಾರ್ಮಿಕರ ಸೇವೆಯು ಸಮಾಜಕ್ಕೆ ಅನಿವಾರ್ಯ ಎಂದು ಹೇಳಿದರು. ಸ್ವಚ್ಛತೆಯಿಂದ ಆರೋಗ್ಯ, ಆರೋಗ್ಯದಿಂದ ಸಮೃದ್ಧಿ ಎಂಬ ಮಾತು ಸದಾ ಸತ್ಯ. ನಗರದ ಪ್ರತಿಯೊಂದು ವಾರ್ಡನಲ್ಲಿಯೂ ಸ್ವಚ್ಛತಾ ಅಭಿಯಾನ ಹಮ್ಮಿಕೊಳ್ಳಲಾಗುವುದು, ಈ ಮೂಲಕ ನಗರವನ್ನು ಸುಂದರವಾಗಿಸಲು ಪ್ರತಿಯೊಬ್ಬ ನಾಗರಿಕರೂ ಕೈಜೋಡಿಸಬೇಕು ಎಂದು ಮನವಿ ಮಾಡಿದರು. ಕಾರ್ಯಕ್ರಮದಲ್ಲಿ ಹಿರಿಯ ಅಧಿಕಾರಿಗಳು, ಜನಪ್ರತಿನಿಧಿಗಳು, ಸಂಘದ ಪದಾಧಿಕಾರಿಗಳು ಹಾಗೂ ಸಾರ्ವಜನಿಕರು ಭಾಗವಹಿಸಿದ್ದರು. (13, 293, 214, 467)
a5-col-p1: ತುಮಕೂರು, ಸೆ. 25 – ನಗರದ ಸ್ವಚ್ಛತೆ ಕಾಯ್ರಕ್ರಮದಲ್ಲಿ ಪಾಲ್ಗೊಂಡ ಅಧಿಕಾರಿಗಳು ಮಾತನಾಡಿ, ಪೌರ ಕಾರ್ಮಿಕರ ಸೇವೆಯು ಸಮಾಜಕ್ಕೆ ಅನಿವಾರ್ಯ ಎಂದು ಹೇಳಿದರು. ಸ್ವಚ್ಛತೆಯಿಂದ ಆರೋಗ್ಯ, ಆರೋಗ್ಯದಿಂದ ಸಮೃದ್ಧಿ ಎಂಬ ಮಾತು ಸದಾ ಸತ್ಯ. ನಗರದ ಪ್ರತಿಯೊಂದು ವಾರ್ಡನಲ್ಲಿಯೂ ಸ್ವಚ್ಛತಾ ಅಭಿಯಾನ ಹಮ್ಮಿಕೊಳ್ಳಲಾಗುವುದು, ಈ ಮೂಲಕ ನಗರವನ್ನು ಸುಂದರವಾಗಿಸಲು ಪ್ರತಿಯೊಬ್ಬ ನಾಗರಿಕರೂ ಕೈಜೋಡಿಸಬೇಕು ಎಂದು ಮನವಿ ಮಾಡಿದರು. ಕಾರ್ಯಕ್ರಮದಲ್ಲಿ ಹಿರಿಯ ಅಧಿಕಾರಿಗಳು, ಜನಪ್ರತಿನಿಧಿಗಳು, ಸಂಘದ ಪದಾಧಿಕಾರಿಗಳು ಹಾಗೂ ಸಾರ्ವಜನಿಕರು ಭಾಗವಹಿಸಿದ್ದರು. (1126, 1012, 1408, 1226)
a5-body-cols (980, 1010, 1554, 1228)
masthead-logo (312, 9, 1359, 40)
a1-para-0: ನಗರ ಮಹಾನಗರ ಪಾಲಿಕೆ ಕತೆಗಳ ಆದ್ಯತೆಯ ಮೇರೆಗೆ ಅವರ ಸೇವೆಯನ್ನು ಗುರುತಿಸಬೇಕು ಎಂದು ಅಭಿಪ್ರಾಯಪಟ್ಟರು. (13, 162, 214, 191)
contact-ad: ಜಾಹಿರಾತುಗಾ ಸಂಪರ್ಕಿಸಿ – 94498 71862 (1407, 10, 1554, 23)
row-middle (13, 729, 1554, 1265)
a6-links (791, 1279, 975, 1497)
a6-col-p0: ತುಮಕೂರು, ಸೆ. 25 – ನಗರದ ಸ್ವಚ್ಛತೆ ಕಾಯ್ರಕ್ರಮದಲ್ಲಿ ಪಾಲ್ಗೊಂಡ ಅಧಿಕಾರಿಗಳು ಮಾತನಾಡಿ, ಪೌರ ಕಾರ್ಮಿಕರ ಸೇವೆಯು ಸಮಾಜಕ್ಕೆ ಅನಿವಾರ್ಯ ಎಂದು ಹೇಳಿದರು. ಸ್ವಚ್ಛತೆಯಿಂದ ಆರೋಗ್ಯ, ಆರೋಗ್ಯದಿಂದ ಸಮೃದ್ಧಿ ಎಂಬ ಮಾತು ಸದಾ ಸತ್ಯ. ನಗರದ ಪ್ರತಿಯೊಂದು ವಾರ್ಡನಲ್ಲಿಯೂ ಸ್ವಚ್ಛತಾ ಅಭಿಯಾನ ಹಮ್ಮಿಕೊಳ್ಳಲಾಗುವುದು, ಈ ಮೂಲಕ ನಗರವನ್ನು ಸುಂದರವಾಗಿಸಲು ಪ್ರತಿಯೊಬ್ಬ ನಾಗರಿಕರೂ ಕೈಜೋಡಿಸಬೇಕು ಎಂದು ಮನವಿ ಮಾಡಿದರು. ಕಾರ್ಯಕ್ರಮದಲ್ಲಿ ಹಿರಿಯ ಅಧಿಕಾರಿಗಳು, ಜನಪ್ರತಿನಿಧಿಗಳು, ಸಂಘದ ಪದಾಧಿಕಾರಿಗಳು ಹಾಗೂ ಸಾರ्ವಜನಿಕರು ಭಾಗವಹಿಸಿದ್ದರು. (13, 1328, 313, 1470)
a1-col-p2: ತುಮಕೂರು, ಸೆ. 25 – ನಗರದ ಸ್ವಚ್ಛತೆ ಕಾಯ್ರಕ್ರಮದಲ್ಲಿ ಪಾಲ್ಗೊಂಡ ಅಧಿಕಾರಿಗಳು ಮಾತನಾಡಿ, ಪೌರ ಕಾರ್ಮಿಕರ ಸೇವೆಯು ಸಮಾಜಕ್ಕೆ ಅನಿವಾರ್ಯ ಎಂದು ಹೇಳಿದರು. ಸ್ವಚ್ಛತೆಯಿಂದ ಆರೋಗ್ಯ, ಆರೋಗ್ಯದಿಂದ ಸಮೃದ್ಧಿ ಎಂಬ ಮಾತು ಸದಾ ಸತ್ಯ. ನಗರದ ಪ್ರತಿಯೊಂದು ವಾರ್ಡನಲ್ಲಿಯೂ ಸ್ವಚ್ಛತಾ ಅಭಿಯಾನ ಹಮ್ಮಿಕೊಳ್ಳಲಾಗುವುದು, ಈ ಮೂಲಕ ನಗರವನ್ನು ಸುಂದರವಾಗಿಸಲು ಪ್ರತಿಯೊಬ್ಬ ನಾಗರಿಕರೂ ಕೈಜೋಡಿಸಬೇಕು ಎಂದು ಮನವಿ ಮಾಡಿದರು. ಕಾರ್ಯಕ್ರಮದಲ್ಲಿ ಹಿರಿಯ ಅಧಿಕಾರಿಗಳು, ಜನಪ್ರತಿನಿಧಿಗಳು, ಸಂಘದ ಪದಾಧಿಕಾರಿಗಳು ಹಾಗೂ ಸಾರ्ವಜನಿಕರು ಭಾಗವಹಿಸಿದ್ದರು. (477, 373, 719, 516)
a5-phone: 0816–2255133 (1482, 1234, 1554, 1246)
row-bottom (13, 1510, 1554, 2082)
a1-para-2: ಆರೋಗ್ಯ, ವಿಮಾ ಸೇರಿದಂತೆ ಸೌಲಭ್ಯಗಳನ್ನು ವಿಸ್ತರಿಸಬೇಕು ಎಂದು ಮನವಿ ಮಾಡಿದರು. (13, 254, 214, 282)
a1-col-p4: ತುಮಕೂರು, ಸೆ. 25 – ನಗರದ ಸ್ವಚ್ಛತೆ ಕಾಯ್ರಕ್ರಮದಲ್ಲಿ ಪಾಲ್ಗೊಂಡ ಅಧಿಕಾರಿಗಳು ಮಾತನಾಡಿ, ಪೌರ ಕಾರ್ಮಿಕರ ಸೇವೆಯು ಸಮಾಜಕ್ಕೆ ಅನಿವಾರ್ಯ ಎಂದು ಹೇಳಿದರು. ಸ್ವಚ್ಛತೆಯಿಂದ ಆರೋಗ್ಯ, ಆರೋಗ್ಯದಿಂದ ಸಮೃದ್ಧಿ ಎಂಬ ಮಾತು ಸದಾ ಸತ್ಯ. ನಗರದ ಪ್ರತಿಯೊಂದು ವಾರ್ಡನಲ್ಲಿಯೂ ಸ್ವಚ್ಛತಾ ಅಭಿಯಾನ ಹಮ್ಮಿಕೊಳ್ಳಲಾಗುವುದು, ಈ ಮೂಲಕ ನಗರವನ್ನು ಸುಂದರವಾಗಿಸಲು ಪ್ರತಿಯೊಬ್ಬ ನಾಗರಿಕರೂ ಕೈಜೋಡಿಸಬೇಕು ಎಂದು ಮನವಿ ಮಾಡಿದರು. ಕಾರ್ಯಕ್ರಮದಲ್ಲಿ ಹಿರಿಯ ಅಧಿಕಾರಿಗಳು, ಜನಪ್ರತಿನಿಧಿಗಳು, ಸಂಘದ ಪದಾಧಿಕಾರಿಗಳು ಹಾಗೂ ಸಾರ्ವಜನಿಕರು ಭಾಗವಹಿಸಿದ್ದರು. (731, 390, 972, 532)
photo-a5 (1131, 776, 1358, 920)
a2-body-cols (990, 379, 1554, 516)
headline-a5: ಅರೆಕಾಲಿಕ ಕಾನೂನು ಸ್ವಯಂ ಸೇವಕರ ಹುದ್ದೆಗಳ ಭರ್ತಿ: ನೂರುನ್ನಿಸ (1052, 733, 1482, 757)
a2-lead: ಕುಣಿಗಲ್, ಸೆ. 25– ತಾಲೂಕಿನಲ್ಲಿ ಪರದಾಟ ನಡೆದಿದೆ. (990, 107, 1132, 136)
caption-a1: ತುಮಕೂರು ನಗರ ಪಾಲಿಕೆ ಪೌರ ಕಾರ್ಮಿಕರ ಸಭೆಯಲ್ಲಿ ಗಣ್ಯರು ಭಾಗವಹಿಸಿದರು. (224, 329, 459, 340)
photo-a1 (224, 106, 972, 326)
a2-col-p1: ತುಮಕೂರು, ಸೆ. 25 – ನಗರದ ಸ್ವಚ್ಛತೆ ಕಾಯ್ರಕ್ರಮದಲ್ಲಿ ಪಾಲ್ಗೊಂಡ ಅಧಿಕಾರಿಗಳು ಮಾತನಾಡಿ, ಪೌರ ಕಾರ್ಮಿಕರ ಸೇವೆಯು ಸಮಾಜಕ್ಕೆ ಅನಿವಾರ್ಯ ಎಂದು ಹೇಳಿದರು. ಸ್ವಚ್ಛತೆಯಿಂದ ಆರೋಗ್ಯ, ಆರೋಗ್ಯದಿಂದ ಸಮೃದ್ಧಿ ಎಂಬ ಮಾತು ಸದಾ ಸತ್ಯ. ನಗರದ ಪ್ರತಿಯೊಂದು ವಾರ್ಡನಲ್ಲಿಯೂ ಸ್ವಚ್ಛತಾ ಅಭಿಯಾನ ಹಮ್ಮಿಕೊಳ್ಳಲಾಗುವುದು, ಈ ಮೂಲಕ ನಗರವನ್ನು ಸುಂದರವಾಗಿಸಲು ಪ್ರತಿಯೊಬ್ಬ ನಾಗರಿಕರೂ ಕೈಜೋಡಿಸಬೇಕು ಎಂದು ಮನವಿ ಮಾಡಿದರು. ಕಾರ್ಯಕ್ರಮದಲ್ಲಿ ಹಿರಿಯ ಅಧಿಕಾರಿಗಳು, ಜನಪ್ರತಿನಿಧಿಗಳು, ಸಂಘದ ಪದಾಧಿಕಾರಿಗಳು ಹಾಗೂ ಸಾರ्ವಜನಿಕರು ಭಾಗವಹಿಸಿದ್ದರು. (1182, 381, 1554, 514)
row-lead (13, 52, 1554, 716)
a7-p3: ತುಮಕೂರು, ಸೆ. 25 – ನಗರದ ಸ್ವಚ್ಛತೆ ಕಾಯ್ರಕ್ರಮದಲ್ಲಿ ಪಾಲ್ಗೊಂಡ ಅಧಿಕಾರಿಗಳು ಮಾತನಾಡಿ, ಪೌರ ಕಾರ್ಮಿಕರ ಸೇವೆಯು ಸಮಾಜಕ್ಕೆ ಅನಿವಾರ್ಯ ಎಂದು ಹೇಳಿದರು. ಸ್ವಚ್ಛತೆಯಿಂದ ಆರೋಗ್ಯ, ಆರೋಗ್ಯದಿಂದ ಸಮೃದ್ಧಿ ಎಂಬ ಮಾತು ಸದಾ ಸತ್ಯ. ನಗರದ ಪ್ರತಿಯೊಂದು ವಾರ್ಡನಲ್ಲಿಯೂ ಸ್ವಚ್ಛತಾ ಅಭಿಯಾನ ಹಮ್ಮಿಕೊಳ್ಳಲಾಗುವುದು, ಈ ಮೂಲಕ ನಗರವನ್ನು ಸುಂದರವಾಗಿಸಲು ಪ್ರತಿಯೊಬ್ಬ ನಾಗರಿಕರೂ ಕೈಜೋಡಿಸಬೇಕು ಎಂದು ಮನವಿ ಮಾಡಿದರು. ಕಾರ್ಯಕ್ರಮದಲ್ಲಿ ಹಿರಿಯ ಅಧಿಕಾರಿಗಳು, ಜನಪ್ರತಿನಿಧಿಗಳು, ಸಂಘದ ಪದಾಧಿಕಾರಿಗಳು ಹಾಗೂ ಸಾರ्ವಜನಿಕರು ಭಾಗವಹಿಸಿದ್ದರು. (282, 1737, 403, 2043)
a8-body-cols (421, 1878, 1554, 2082)
masthead (13, 9, 1554, 46)
a8-right-cols (1158, 1567, 1554, 1869)
a8-p2: ತುಮಕೂರು, ಸೆ. 25 – ನಗರದ ಸ್ವಚ್ಛತೆ ಕಾಯ್ರಕ್ರಮದಲ್ಲಿ ಪಾಲ್ಗೊಂಡ ಅಧಿಕಾರಿಗಳು ಮಾತನಾಡಿ, ಪೌರ ಕಾರ್ಮಿಕರ ಸೇವೆಯು ಸಮಾಜಕ್ಕೆ ಅನಿವಾರ್ಯ ಎಂದು ಹೇಳಿದರು. ಸ್ವಚ್ಛತೆಯಿಂದ ಆರೋಗ್ಯ, ಆರೋಗ್ಯದಿಂದ ಸಮೃದ್ಧಿ ಎಂಬ ಮಾತು ಸದಾ ಸತ್ಯ. ನಗರದ ಪ್ರತಿಯೊಂದು ವಾರ್ಡನಲ್ಲಿಯೂ ಸ್ವಚ್ಛತಾ ಅಭಿಯಾನ ಹಮ್ಮಿಕೊಳ್ಳಲಾಗುವುದು, ಈ ಮೂಲಕ ನಗರವನ್ನು ಸುಂದರವಾಗಿಸಲು ಪ್ರತಿಯೊಬ್ಬ ನಾಗರಿಕರೂ ಕೈಜೋಡಿಸಬೇಕು ಎಂದು ಮನವಿ ಮಾಡಿದರು. ಕಾರ್ಯಕ್ರಮದಲ್ಲಿ ಹಿರಿಯ ಅಧಿಕಾರಿಗಳು, ಜನಪ್ರತಿನಿಧಿಗಳು, ಸಂಘದ ಪದಾಧಿಕಾರಿಗಳು ಹಾಗೂ ಸಾರ्ವಜನಿಕರು ಭಾಗವಹಿಸಿದ್ದರು. (707, 1951, 981, 2077)
a1-lead: ತುಮಕೂರು, ಸೆ. 25– ಅಧಿಕಾರಿ, ನೌಕರ, ಪೌರ ಕಾರ್ಮಿಕ ಎಂದು ಭೇದಭಾವ ಮಾಡದೆ ಪೌರ ಕಾರ್ಮಿಕರಿಗು ಗೌರವದಿಂದ ಕಾಣಬೇಕು. (13, 107, 214, 152)
a1-para-1: ರಾಷ್ಟ್ರೀಯ ಮಹಾತ್ಮಗಾಂಧಿಯ ಮೆಲವರಿಗೆ ಸ್ವಚ್ ಭಾರತ ಯೋಜನೆಯಡಿಯಲ್ಲಿ ಕೆಲಸ ಮಾಡುವ ಪೌರ ಕಾರ್ಮಿಕರ ಸಂಕಷ್ಟಗಳನ್ನು ಆಲಿಸಬೇಕು ಎಂದು ಹೇಳಿದರು. (13, 200, 214, 245)
subheadline-a2: ಕೃಷಿ ಪಂಪ್‌ಸೆಟ್ ಸಕ್ರಮಕ್ಕಾಗಿ ನಿಗದಿತ ಶುಲ್ಕ ವಾವತಿಸಲು ಮನವಿ (1113, 532, 1430, 551)
a6-website[interactable]: www.ksbdb.karnataka.gov.in (800, 1280, 936, 1292)
a8-p1: ತುಮಕೂರು, ಸೆ. 25 – ನಗರದ ಸ್ವಚ್ಛತೆ ಕಾಯ್ರಕ್ರಮದಲ್ಲಿ ಪಾಲ್ಗೊಂಡ ಅಧಿಕಾರಿಗಳು ಮಾತನಾಡಿ, ಪೌರ ಕಾರ್ಮಿಕರ ಸೇವೆಯು ಸಮಾಜಕ್ಕೆ ಅನಿವಾರ್ಯ ಎಂದು ಹೇಳಿದರು. ಸ್ವಚ್ಛತೆಯಿಂದ ಆರೋಗ್ಯ, ಆರೋಗ್ಯದಿಂದ ಸಮೃದ್ಧಿ ಎಂಬ ಮಾತು ಸದಾ ಸತ್ಯ. ನಗರದ ಪ್ರತಿಯೊಂದು ವಾರ್ಡನಲ್ಲಿಯೂ ಸ್ವಚ್ಛತಾ ಅಭಿಯಾನ ಹಮ್ಮಿಕೊಳ್ಳಲಾಗುವುದು, ಈ ಮೂಲಕ ನಗರವನ್ನು ಸುಂದರವಾಗಿಸಲು ಪ್ರತಿಯೊಬ್ಬ ನಾಗರಿಕರೂ ಕೈಜೋಡಿಸಬೇಕು ಎಂದು ಮನವಿ ಮಾಡಿದರು. ಕಾರ್ಯಕ್ರಮದಲ್ಲಿ ಹಿರಿಯ ಅಧಿಕಾರಿಗಳು, ಜನಪ್ರತಿನಿಧಿಗಳು, ಸಂಘದ ಪದಾಧಿಕಾರಿಗಳು ಹಾಗೂ ಸಾರ्ವಜನಿಕರು ಭಾಗವಹಿಸಿದ್ದರು. (421, 1879, 981, 2077)
a7-p2: ತುಮಕೂರು, ಸೆ. 25 – ನಗರದ ಸ್ವಚ್ಛತೆ ಕಾಯ್ರಕ್ರಮದಲ್ಲಿ ಪಾಲ್ಗೊಂಡ ಅಧಿಕಾರಿಗಳು ಮಾತನಾಡಿ, ಪೌರ ಕಾರ್ಮಿಕರ ಸೇವೆಯು ಸಮಾಜಕ್ಕೆ ಅನಿವಾರ್ಯ ಎಂದು ಹೇಳಿದರು. ಸ್ವಚ್ಛತೆಯಿಂದ ಆರೋಗ್ಯ, ಆರೋಗ್ಯದಿಂದ ಸಮೃದ್ಧಿ ಎಂಬ ಮಾತು ಸದಾ ಸತ್ಯ. ನಗರದ ಪ್ರತಿಯೊಂದು ವಾರ್ಡನಲ್ಲಿಯೂ ಸ್ವಚ್ಛತಾ ಅಭಿಯಾನ ಹಮ್ಮಿಕೊಳ್ಳಲಾಗುವುದು, ಈ ಮೂಲಕ ನಗರವನ್ನು ಸುಂದರವಾಗಿಸಲು ಪ್ರತಿಯೊಬ್ಬ ನಾಗರಿಕರೂ ಕೈಜೋಡಿಸಬೇಕು ಎಂದು ಮನವಿ ಮಾಡಿದರು. ಕಾರ್ಯಕ್ರಮದಲ್ಲಿ ಹಿರಿಯ ಅಧಿಕಾರಿಗಳು, ಜನಪ್ರತಿನಿಧಿಗಳು, ಸಂಘದ ಪದಾಧಿಕಾರಿಗಳು ಹಾಗೂ ಸಾರ्ವಜನಿಕರು ಭಾಗವಹಿಸಿದ್ದರು. (147, 1617, 403, 2059)
a8-r-p2: ತುಮಕೂರು, ಸೆ. 25 – ನಗರದ ಸ್ವಚ್ಛತೆ ಕಾಯ್ರಕ್ರಮದಲ್ಲಿ ಪಾಲ್ಗೊಂಡ ಅಧಿಕಾರಿಗಳು ಮಾತನಾಡಿ, ಪೌರ ಕಾರ್ಮಿಕರ ಸೇವೆಯು ಸಮಾಜಕ್ಕೆ ಅನಿವಾರ್ಯ ಎಂದು ಹೇಳಿದರು. ಸ್ವಚ್ಛತೆಯಿಂದ ಆರೋಗ್ಯ, ಆರೋಗ್ಯದಿಂದ ಸಮೃದ್ಧಿ ಎಂಬ ಮಾತು ಸದಾ ಸತ್ಯ. ನಗರದ ಪ್ರತಿಯೊಂದು ವಾರ್ಡನಲ್ಲಿಯೂ ಸ್ವಚ್ಛತಾ ಅಭಿಯಾನ ಹಮ್ಮಿಕೊಳ್ಳಲಾಗುವುದು, ಈ ಮೂಲಕ ನಗರವನ್ನು ಸುಂದರವಾಗಿಸಲು ಪ್ರತಿಯೊಬ್ಬ ನಾಗರಿಕರೂ ಕೈಜೋಡಿಸಬೇಕು ಎಂದು ಮನವಿ ಮಾಡಿದರು. ಕಾರ್ಯಕ್ರಮದಲ್ಲಿ ಹಿರಿಯ ಅಧಿಕಾರಿಗಳು, ಜನಪ್ರತಿನಿಧಿಗಳು, ಸಂಘದ ಪದಾಧಿಕಾರಿಗಳು ಹಾಗೂ ಸಾರ्ವಜನಿಕರು ಭಾಗವಹಿಸಿದ್ದರು. (1362, 1673, 1554, 1863)
globe-icon (873, 12, 898, 37)
a6-phone: 8762249230 (800, 1318, 860, 1331)
a3-body-cols (199, 942, 782, 1079)
a5-col-p2: ತುಮಕೂರು, ಸೆ. 25 – ನಗರದ ಸ್ವಚ್ಛತೆ ಕಾಯ್ರಕ್ರಮದಲ್ಲಿ ಪಾಲ್ಗೊಂಡ ಅಧಿಕಾರಿಗಳು ಮಾತನಾಡಿ, ಪೌರ ಕಾರ್ಮಿಕರ ಸೇವೆಯು ಸಮಾಜಕ್ಕೆ ಅನಿವಾರ್ಯ ಎಂದು ಹೇಳಿದರು. ಸ್ವಚ್ಛತೆಯಿಂದ ಆರೋಗ್ಯ, ಆರೋಗ್ಯದಿಂದ ಸಮೃದ್ಧಿ ಎಂಬ ಮಾತು ಸದಾ ಸತ್ಯ. ನಗರದ ಪ್ರತಿಯೊಂದು ವಾರ್ಡನಲ್ಲಿಯೂ ಸ್ವಚ್ಛತಾ ಅಭಿಯಾನ ಹಮ್ಮಿಕೊಳ್ಳಲಾಗುವುದು, ಈ ಮೂಲಕ ನಗರವನ್ನು ಸುಂದರವಾಗಿಸಲು ಪ್ರತಿಯೊಬ್ಬ ನಾಗರಿಕರೂ ಕೈಜೋಡಿಸಬೇಕು ಎಂದು ಮನವಿ ಮಾಡಿದರು. ಕಾರ್ಯಕ್ರಮದಲ್ಲಿ ಹಿರಿಯ ಅಧಿಕಾರಿಗಳು, ಜನಪ್ರತಿನಿಧಿಗಳು, ಸಂಘದ ಪದಾಧಿಕಾರಿಗಳು ಹಾಗೂ ಸಾರ्ವಜನಿಕರು ಭಾಗವಹಿಸಿದ್ದರು. (1273, 1012, 1554, 1226)
a5-email: dl-satumkur@gmail.com (1438, 1250, 1554, 1263)
a1-body-cols (224, 349, 972, 535)
a3-col-p1: ತುಮಕೂರು, ಸೆ. 25 – ನಗರದ ಸ್ವಚ್ಛತೆ ಕಾಯ್ರಕ್ರಮದಲ್ಲಿ ಪಾಲ್ಗೊಂಡ ಅಧಿಕಾರಿಗಳು ಮಾತನಾಡಿ, ಪೌರ ಕಾರ್ಮಿಕರ ಸೇವೆಯು ಸಮಾಜಕ್ಕೆ ಅನಿವಾರ್ಯ ಎಂದು ಹೇಳಿದರು. ಸ್ವಚ್ಛತೆಯಿಂದ ಆರೋಗ್ಯ, ಆರೋಗ್ಯದಿಂದ ಸಮೃದ್ಧಿ ಎಂಬ ಮಾತು ಸದಾ ಸತ್ಯ. ನಗರದ ಪ್ರತಿಯೊಂದು ವಾರ್ಡನಲ್ಲಿಯೂ ಸ್ವಚ್ಛತಾ ಅಭಿಯಾನ ಹಮ್ಮಿಕೊಳ್ಳಲಾಗುವುದು, ಈ ಮೂಲಕ ನಗರವನ್ನು ಸುಂದರವಾಗಿಸಲು ಪ್ರತಿಯೊಬ್ಬ ನಾಗರಿಕರೂ ಕೈಜೋಡಿಸಬೇಕು ಎಂದು ಮನವಿ ಮಾಡಿದರು. ಕಾರ್ಯಕ್ರಮದಲ್ಲಿ ಹಿರಿಯ ಅಧಿಕಾರಿಗಳು, ಜನಪ್ರತಿನಿಧಿಗಳು, ಸಂಘದ ಪದಾಧಿಕಾರಿಗಳು ಹಾಗೂ ಸಾರ्ವಜನಿಕರು ಭಾಗವಹಿಸಿದ್ದರು. (397, 944, 782, 1077)
a1-col-p3: ಆರೋಗ್ಯ, ವಿಮಾ ಸೇರಿದಂತೆ ಸೌಲಭ್ಯಗಳನ್ನು ವಿಸ್ತರಿಸಬೇಕು ಎಂದು ಮನವಿ ಮಾಡಿದರು. (731, 351, 972, 379)
a7-lead: ಗುಬ್ಬಿ, ಸೆ. 25– ತಾಲೂಕು ವ್ಯವಸಾಯಿಕ ಸಹಕಾರ ಸಂಘದ ಚುನಾವಣೆ. (13, 1617, 135, 1662)
article-aryavysya (791, 729, 971, 1265)
article-noorunnisa (971, 729, 1554, 1265)
a6-overflow (971, 1279, 1554, 1497)
a8-lead-more: ತುಮಕೂರು, ಸೆ. 25 – ನಗರದ ಸ್ವಚ್ಛತೆ ಕಾಯ್ರಕ್ರಮದಲ್ಲಿ ಪಾಲ್ಗೊಂಡ ಅಧಿಕಾರಿಗಳು ಮಾತನಾಡಿ, ಪೌರ ಕಾರ್ಮಿಕರ ಸೇವೆಯು ಸಮಾಜಕ್ಕೆ ಅನಿವಾರ್ಯ ಎಂದು ಹೇಳಿದರು. ಸ್ವಚ್ಛತೆಯಿಂದ ಆರೋಗ್ಯ, ಆರೋಗ್ಯದಿಂದ ಸಮೃದ್ಧಿ ಎಂಬ ಮಾತು ಸದಾ ಸತ್ಯ. ನಗರದ ಪ್ರತಿಯೊಂದು ವಾರ್ಡನಲ್ಲಿಯೂ ಸ್ವಚ್ಛತಾ ಅಭಿಯಾನ ಹಮ್ಮಿಕೊಳ್ಳಲಾಗುವುದು, ಈ ಮೂಲಕ ನಗರವನ್ನು ಸುಂದರವಾಗಿಸಲು ಪ್ರತಿಯೊಬ್ಬ ನಾಗರಿಕರೂ ಕೈಜೋಡಿಸಬೇಕು ಎಂದು ಮನವಿ ಮಾಡಿದರು. ಕಾರ್ಯಕ್ರಮದಲ್ಲಿ ಹಿರಿಯ ಅಧಿಕಾರಿಗಳು, ಜನಪ್ರತಿನಿಧಿಗಳು, ಸಂಘದ ಪದಾಧಿಕಾರಿಗಳು ಹಾಗೂ ಸಾರ्ವಜನಿಕರು ಭಾಗವಹಿಸಿದ್ದರು. (421, 1590, 656, 1733)
article-brahmana (13, 1279, 791, 1497)
a1-col-p0: ತುಮಕೂರು, ಸೆ. 25 – ನಗರದ ಸ್ವಚ್ಛತೆ ಕಾಯ್ರಕ್ರಮದಲ್ಲಿ ಪಾಲ್ಗೊಂಡ ಅಧಿಕಾರಿಗಳು ಮಾತನಾಡಿ, ಪೌರ ಕಾರ್ಮಿಕರ ಸೇವೆಯು ಸಮಾಜಕ್ಕೆ ಅನಿವಾರ್ಯ ಎಂದು ಹೇಳಿದರು. ಸ್ವಚ್ಛತೆಯಿಂದ ಆರೋಗ್ಯ, ಆರೋಗ್ಯದಿಂದ ಸಮೃದ್ಧಿ ಎಂಬ ಮಾತು ಸದಾ ಸತ್ಯ. ನಗರದ ಪ್ರತಿಯೊಂದು ವಾರ್ಡನಲ್ಲಿಯೂ ಸ್ವಚ್ಛತಾ ಅಭಿಯಾನ ಹಮ್ಮಿಕೊಳ್ಳಲಾಗುವುದು, ಈ ಮೂಲಕ ನಗರವನ್ನು ಸುಂದರವಾಗಿಸಲು ಪ್ರತಿಯೊಬ್ಬ ನಾಗರಿಕರೂ ಕೈಜೋಡಿಸಬೇಕು ಎಂದು ಮನವಿ ಮಾಡಿದರು. ಕಾರ್ಯಕ್ರಮದಲ್ಲಿ ಹಿರಿಯ ಅಧಿಕಾರಿಗಳು, ಜನಪ್ರತಿನಿಧಿಗಳು, ಸಂಘದ ಪದಾಧಿಕಾರಿಗಳು ಹಾಗೂ ಸಾರ्ವಜನಿಕರು ಭಾಗವಹಿಸಿದ್ದರು. (224, 351, 465, 493)
